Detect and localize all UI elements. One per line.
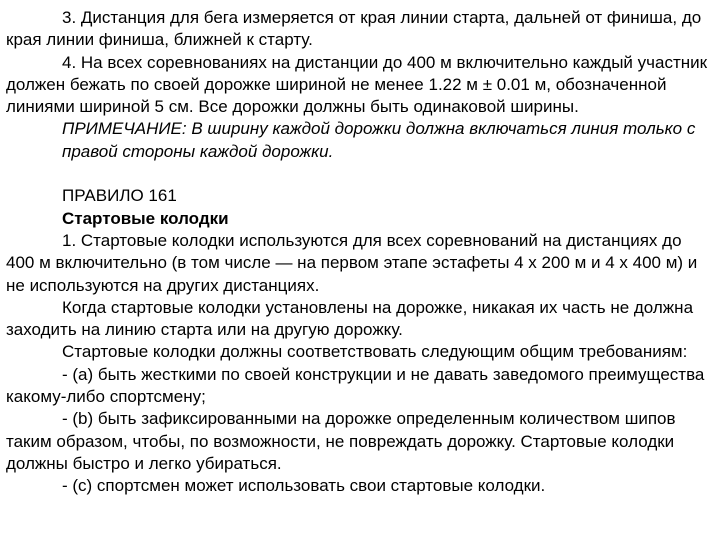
- paragraph-1: 1. Стартовые колодки используются для всех соревнований на дистанциях до 400 м включительно (в том числе — на первом этапе эстафеты 4 х 200 м и 4 х 400 м) и не используются на других дистанциях.: [6, 230, 698, 295]
- rule-number: ПРАВИЛО 161: [62, 186, 177, 206]
- lane-width-note: ПРИМЕЧАНИЕ: В ширину каждой дорожки должна включаться линия только с правой стороны каждой дорожки.: [62, 119, 696, 161]
- rule-title: Стартовые колодки: [62, 208, 229, 228]
- paragraph-requirements: Стартовые колодки должны соответствовать следующим общим требованиям:: [62, 342, 688, 362]
- paragraph-4: 4. На всех соревнованиях на дистанции до 400 м включительно каждый участник должен бежать по своей дорожке шириной не менее 1.22 м ± 0.01 м, обозначенной линиями шириной 5 см. Все дорожки должны быть одинаковой ширины.: [6, 52, 708, 117]
- paragraph-3: 3. Дистанция для бега измеряется от края линии старта, дальней от финиша, до края линии финиша, ближней к старту.: [6, 8, 702, 50]
- paragraph-placement: Когда стартовые колодки установлены на дорожке, никакая их часть не должна заходить на линию старта или на другую дорожку.: [6, 297, 694, 340]
- requirement-item-b: - (b) быть зафиксированными на дорожке определенным количеством шипов таким образом, чтобы, по возможности, не повреждать дорожку. Стартовые колодки должны быстро и легко убираться.: [6, 409, 676, 473]
- requirement-item-a: - (a) быть жесткими по своей конструкции и не давать заведомого преимущества какому-либо спортсмену;: [6, 364, 705, 407]
- paragraph-gap: [6, 163, 714, 185]
- requirement-item-c: - (c) спортсмен может использовать свои стартовые колодки.: [62, 476, 546, 496]
